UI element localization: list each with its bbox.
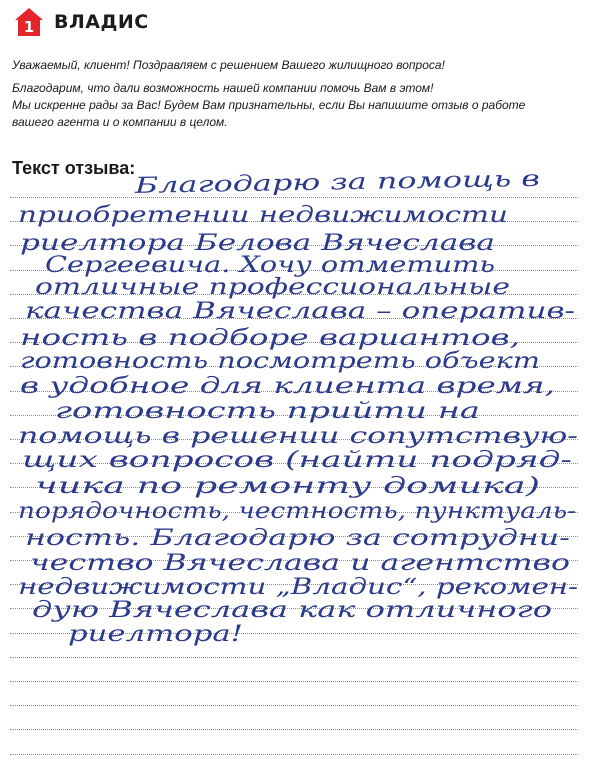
handwritten-line: приобретении недвижимости <box>18 203 508 228</box>
handwritten-line: готовность посмотреть объект <box>20 349 540 374</box>
logo-badge-number: 1 <box>23 18 35 36</box>
handwritten-line: щих вопросов (найти подряд- <box>22 448 572 473</box>
handwritten-line: порядочность, честность, пунктуаль- <box>18 499 576 524</box>
handwritten-line: ность. Благодарю за сотрудни- <box>25 526 570 551</box>
handwritten-line: дую Вячеслава как отличного <box>32 598 552 623</box>
handwritten-line: Благодарю за помощь в <box>134 168 416 199</box>
review-label: Текст отзыва: <box>12 158 136 178</box>
handwritten-line: отличные профессиональные <box>35 275 510 300</box>
thanks-line: Благодарим, что дали возможность нашей компании помочь Вам в этом! <box>12 81 434 95</box>
handwritten-line: Сергеевича. Хочу отметить <box>45 253 495 278</box>
handwritten-line: чика по ремонту домика) <box>35 474 540 499</box>
request-line: Мы искренне рады за Вас! Будем Вам признательны, если Вы напишите отзыв о работе <box>12 98 526 112</box>
handwritten-line: в удобное для клиента время, <box>20 374 555 399</box>
handwritten-line: недвижимости „Владис“, рекомен- <box>18 575 578 600</box>
handwritten-line: чество Вячеслава и агентство <box>30 551 570 576</box>
handwritten-line: качества Вячеслава – оператив- <box>25 299 575 324</box>
handwritten-line: ность в подборе вариантов, <box>20 326 520 351</box>
handwritten-line: готовность прийти на <box>55 399 480 424</box>
request-line-end: вашего агента и о компании в целом. <box>12 115 228 129</box>
brand-name: ВЛАДИС <box>54 11 149 33</box>
greeting-line: Уважаемый, клиент! Поздравляем с решением Вашего жилищного вопроса! <box>12 58 445 72</box>
handwritten-line: риелтора Белова Вячеслава <box>20 231 495 256</box>
handwritten-line: помощь в решении сопутствую- <box>18 424 578 449</box>
handwritten-line: риелтора! <box>68 622 243 647</box>
